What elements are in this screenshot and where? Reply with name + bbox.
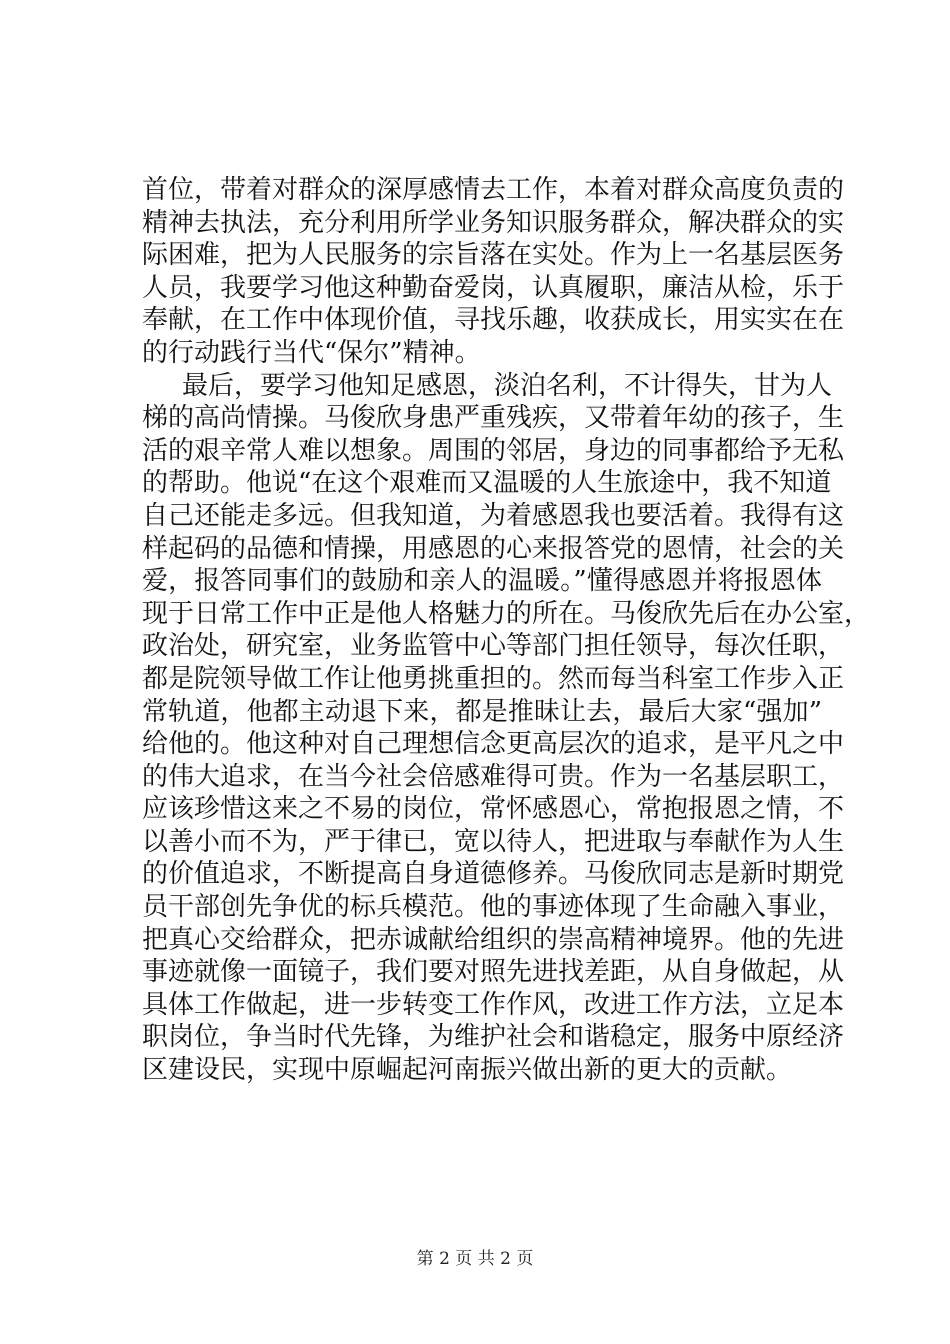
text-line: 的帮助。他说“在这个艰难而又温暖的人生旅途中，我不知道 xyxy=(142,468,832,499)
text-line: 爱，报答同事们的鼓励和亲人的温暖。”懂得感恩并将报恩体 xyxy=(142,566,822,597)
text-line: 自己还能走多远。但我知道，为着感恩我也要活着。我得有这 xyxy=(142,500,845,531)
text-line: 际困难，把为人民服务的宗旨落在实处。作为上一名基层医务 xyxy=(142,240,845,271)
text-line: 员干部创先争优的标兵模范。他的事迹体现了生命融入事业， xyxy=(142,892,845,923)
text-line: 都是院领导做工作让他勇挑重担的。然而每当科室工作步入正 xyxy=(142,663,845,694)
text-line: 首位，带着对群众的深厚感情去工作，本着对群众高度负责的 xyxy=(142,175,845,205)
text-line: 事迹就像一面镜子，我们要对照先进找差距，从自身做起，从 xyxy=(142,957,845,988)
page-number-footer: 第 2 页 共 2 页 xyxy=(416,1249,534,1269)
text-line: 职岗位，争当时代先锋，为维护社会和谐稳定，服务中原经济 xyxy=(142,1022,845,1053)
text-line: 人员，我要学习他这种勤奋爱岗，认真履职，廉洁从检，乐于 xyxy=(142,272,845,303)
text-line: 现于日常工作中正是他人格魅力的所在。马俊欣先后在办公室， xyxy=(142,598,871,629)
paragraph-first-line: 最后，要学习他知足感恩，淡泊名利，不计得失，甘为人 xyxy=(182,370,833,401)
body-text xyxy=(142,174,871,1087)
text-line: 政治处，研究室，业务监管中心等部门担任领导，每次任职， xyxy=(142,631,845,662)
text-line: 区建设民，实现中原崛起河南振兴做出新的更大的贡献。 xyxy=(142,1055,793,1086)
text-line: 样起码的品德和情操，用感恩的心来报答党的恩情，社会的关 xyxy=(142,533,845,564)
text-line: 常轨道，他都主动退下来，都是推昧让去，最后大家“强加” xyxy=(142,696,822,727)
text-line: 活的艰辛常人难以想象。周围的邻居，身边的同事都给予无私 xyxy=(142,435,845,466)
text-line: 给他的。他这种对自己理想信念更高层次的追求，是平凡之中 xyxy=(142,729,845,760)
text-line: 具体工作做起，进一步转变工作作风，改进工作方法，立足本 xyxy=(142,989,845,1020)
text-line: 的价值追求，不断提高自身道德修养。马俊欣同志是新时期党 xyxy=(142,859,845,890)
text-line: 把真心交给群众，把赤诚献给组织的崇高精神境界。他的先进 xyxy=(142,924,845,955)
text-line: 的行动践行当代“保尔”精神。 xyxy=(142,337,481,368)
text-line: 应该珍惜这来之不易的岗位，常怀感恩心，常抱报恩之情，不 xyxy=(142,794,845,825)
text-line: 精神去执法，充分利用所学业务知识服务群众，解决群众的实 xyxy=(142,207,845,238)
text-line: 奉献，在工作中体现价值，寻找乐趣，收获成长，用实实在在 xyxy=(142,305,845,336)
text-line: 梯的高尚情操。马俊欣身患严重残疾，又带着年幼的孩子，生 xyxy=(142,403,845,434)
text-line: 的伟大追求，在当今社会倍感难得可贵。作为一名基层职工， xyxy=(142,761,845,792)
text-line: 以善小而不为，严于律已，宽以待人，把进取与奉献作为人生 xyxy=(142,826,845,857)
